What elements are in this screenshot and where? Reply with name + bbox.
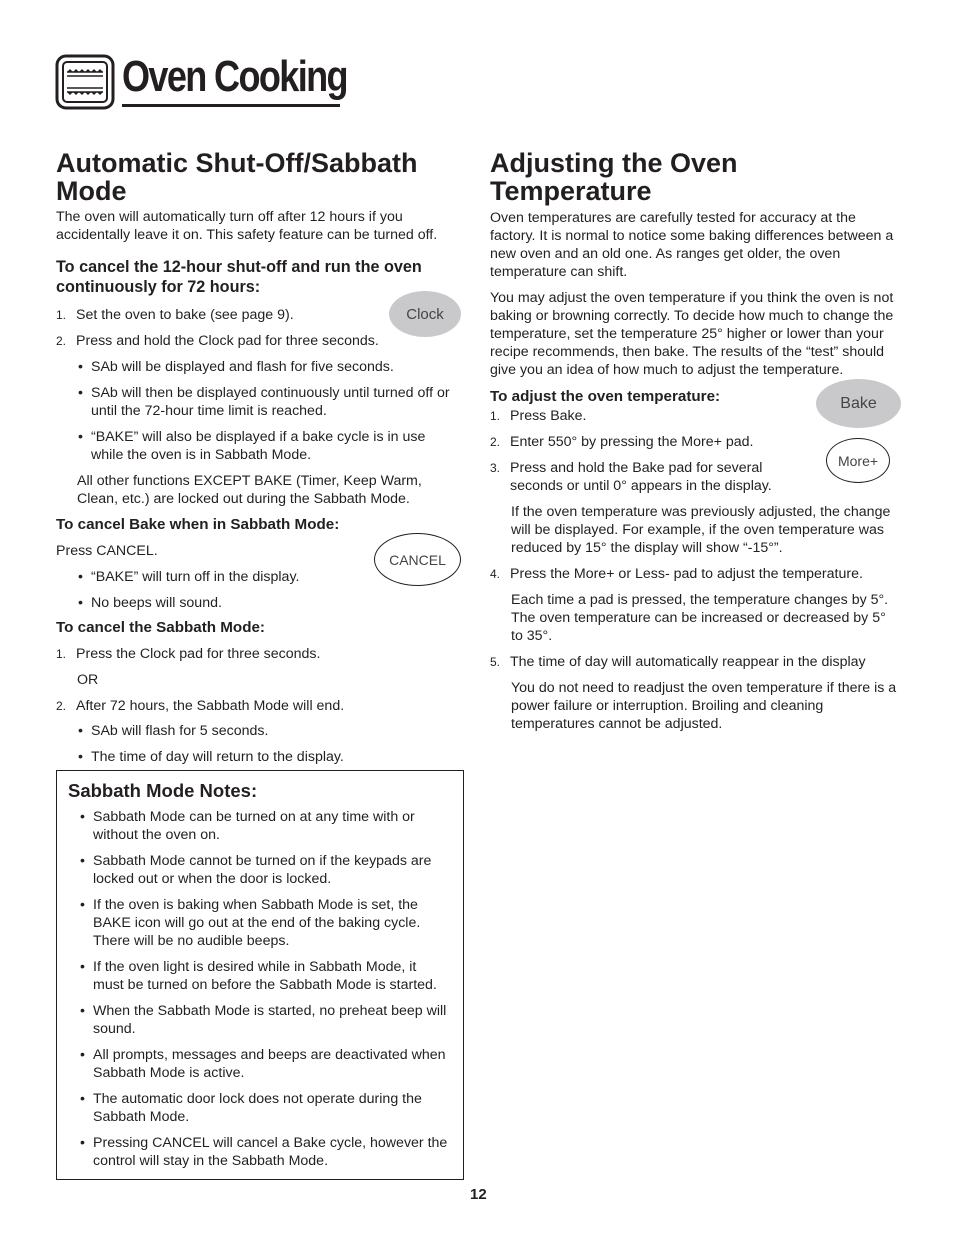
step-number: 1. [56, 647, 67, 661]
bake-pad: Bake [816, 379, 901, 428]
section-heading-shutoff: Automatic Shut-Off/Sabbath Mode [56, 148, 418, 206]
step-text: Press the More+ or Less- pad to adjust the temperature. [510, 566, 863, 582]
step-number: 1. [56, 308, 67, 322]
step-number: 3. [490, 461, 501, 475]
page-number: 12 [470, 1186, 487, 1203]
step-note: If the oven temperature was previously adjusted, the change will be displayed. For example, if the oven temperature was reduced by 15° the display will show “-15°”. [511, 504, 891, 556]
press-cancel-text: Press CANCEL. [56, 543, 158, 559]
title-underline [122, 104, 340, 107]
right-column [490, 149, 900, 733]
bullet-item: • “BAKE” will turn off in the display. [56, 568, 466, 586]
list-item [490, 565, 900, 583]
subheading-cancel-bake: To cancel Bake when in Sabbath Mode: [56, 516, 340, 533]
note-item: • Sabbath Mode cannot be turned on if the keypads are locked out or when the door is locked. [68, 852, 451, 888]
section-heading-temperature: Adjusting the Oven Temperature [490, 148, 738, 206]
notes-title: Sabbath Mode Notes: [68, 780, 258, 801]
note-item: • Pressing CANCEL will cancel a Bake cycle, however the control will stay in the Sabbath Mode. [68, 1134, 451, 1170]
step-number: 4. [490, 567, 501, 581]
step-note: Each time a pad is pressed, the temperature changes by 5°. The oven temperature can be increased or decreased by 5° to 35°. [511, 592, 889, 644]
note-item: • Sabbath Mode can be turned on at any time with or without the oven on. [68, 808, 451, 844]
page-title: Oven Cooking [122, 52, 347, 101]
list-item [490, 433, 810, 451]
bullet-item: • SAb will then be displayed continuously until turned off or until the 72-hour time limit is reached. [56, 384, 461, 420]
step-text: Enter 550° by pressing the More+ pad. [510, 434, 754, 450]
bullet-item: • The time of day will return to the display. [56, 748, 466, 766]
step-number: 2. [56, 699, 67, 713]
step-number: 1. [490, 409, 501, 423]
step-text: Set the oven to bake (see page 9). [76, 307, 294, 323]
bullet-item: • “BAKE” will also be displayed if a bake cycle is in use while the oven is in Sabbath Mode. [56, 428, 461, 464]
bullet-item: • No beeps will sound. [56, 594, 466, 612]
note-item: • If the oven is baking when Sabbath Mode is set, the BAKE icon will go out at the end of the baking cycle. There will be no audible beeps. [68, 896, 451, 950]
more-pad: More+ [826, 438, 890, 483]
step-text: The time of day will automatically reappear in the display [510, 654, 866, 670]
clock-pad: Clock [389, 291, 461, 337]
step-text: Press and hold the Bake pad for several seconds or until 0° appears in the display. [510, 460, 772, 494]
step-text: Press Bake. [510, 408, 587, 424]
step-text: After 72 hours, the Sabbath Mode will end. [76, 698, 345, 714]
list-item [56, 332, 466, 350]
note-item: • The automatic door lock does not operate during the Sabbath Mode. [68, 1090, 451, 1126]
list-item [490, 407, 810, 425]
paragraph: Oven temperatures are carefully tested for accuracy at the factory. It is normal to notice some baking differences between a new oven and an old one. As ranges get older, the oven temperature can shift. [490, 210, 894, 280]
note-item: • All prompts, messages and beeps are deactivated when Sabbath Mode is active. [68, 1046, 451, 1082]
step-text: Press the Clock pad for three seconds. [76, 646, 321, 662]
cancel-pad: CANCEL [374, 533, 461, 586]
note-text: All other functions EXCEPT BAKE (Timer, Keep Warm, Clean, etc.) are locked out during the Sabbath Mode. [77, 473, 422, 507]
or-text: OR [77, 672, 99, 688]
list-item [56, 697, 466, 715]
oven-icon [55, 54, 115, 110]
subheading-cancel-sabbath: To cancel the Sabbath Mode: [56, 619, 265, 636]
list-item [56, 645, 466, 663]
list-item [490, 653, 900, 671]
note-item: • When the Sabbath Mode is started, no preheat beep will sound. [68, 1002, 451, 1038]
subheading-cancel-shutoff: To cancel the 12-hour shut-off and run the oven continuously for 72 hours: [56, 258, 422, 296]
sabbath-notes-box [56, 770, 464, 1180]
intro-text: The oven will automatically turn off after 12 hours if you accidentally leave it on. This safety feature can be turned off. [56, 209, 438, 243]
step-note: You do not need to readjust the oven temperature if there is a power failure or interruption. Broiling and cleaning temperatures cannot be adjusted. [511, 680, 897, 732]
step-text: Press and hold the Clock pad for three seconds. [76, 333, 379, 349]
list-item [490, 459, 810, 495]
left-column [56, 149, 466, 766]
bullet-item: • SAb will flash for 5 seconds. [56, 722, 466, 740]
step-number: 5. [490, 655, 501, 669]
paragraph: You may adjust the oven temperature if you think the oven is not baking or browning correctly. To decide how much to change the temperature, set the temperature 25° higher or lower than your recipe recommends, then bake. The results of the “test” should give you an idea of how much to adjust the temperature. [490, 290, 894, 378]
bullet-item: • SAb will be displayed and flash for five seconds. [56, 358, 466, 376]
note-item: • If the oven light is desired while in Sabbath Mode, it must be turned on before the Sabbath Mode is started. [68, 958, 451, 994]
step-number: 2. [56, 334, 67, 348]
subheading-adjust: To adjust the oven temperature: [490, 388, 721, 405]
step-number: 2. [490, 435, 501, 449]
